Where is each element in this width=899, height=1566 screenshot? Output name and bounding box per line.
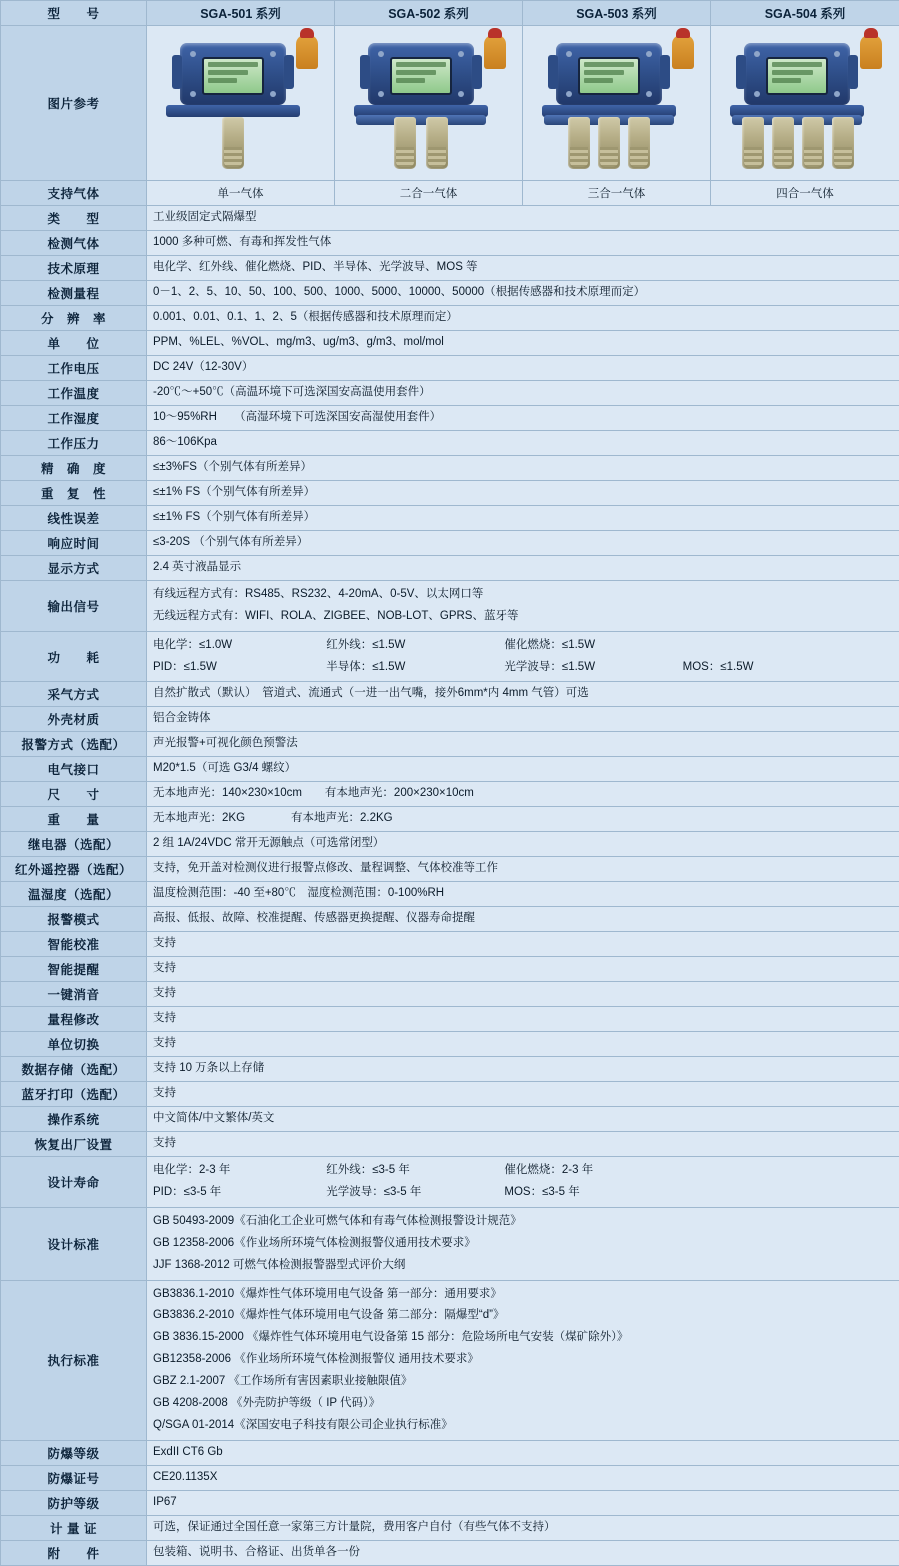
design-standard-line: GB 12358-2006《作业场所环境气体检测报警仪通用技术要求》	[153, 1233, 893, 1255]
life-optical-waveguide: 光学波导：≤3-5 年	[326, 1182, 501, 1204]
alarm-beacon-icon	[296, 35, 318, 69]
alarm-beacon-icon	[484, 35, 506, 69]
table-row-exec-standard	[1, 1280, 899, 1440]
row-label-design-standard: 设计标准	[1, 1208, 147, 1281]
row-value: 支持	[147, 1132, 899, 1157]
row-value: M20*1.5（可选 G3/4 螺纹）	[147, 757, 899, 782]
row-value: ≤3-20S （个别气体有所差异）	[147, 531, 899, 556]
row-label: 防爆等级	[1, 1440, 147, 1465]
row-value: 支持	[147, 1082, 899, 1107]
table-row	[1, 1540, 899, 1565]
model-header-1: SGA-501 系列	[147, 1, 335, 26]
row-label: 线性误差	[1, 506, 147, 531]
table-row	[1, 506, 899, 531]
sensor-probe-icon	[802, 117, 824, 169]
row-value: 支持	[147, 1007, 899, 1032]
table-row	[1, 907, 899, 932]
row-value: 支持	[147, 957, 899, 982]
row-value: 无本地声光：140×230×10cm 有本地声光：200×230×10cm	[147, 782, 899, 807]
product-image-4	[711, 26, 899, 181]
row-label-image-reference: 图片参考	[1, 26, 147, 181]
detector-display-icon	[390, 57, 452, 95]
table-row	[1, 381, 899, 406]
design-life-line-1	[153, 1160, 893, 1182]
life-pid: PID：≤3-5 年	[153, 1182, 323, 1204]
row-label: 电气接口	[1, 757, 147, 782]
row-value: 支持	[147, 932, 899, 957]
table-row	[1, 481, 899, 506]
row-label: 类 型	[1, 206, 147, 231]
product-image-2	[335, 26, 523, 181]
row-label: 智能提醒	[1, 957, 147, 982]
row-label: 温湿度（选配）	[1, 882, 147, 907]
row-value: 温度检测范围：-40 至+80℃ 湿度检测范围：0-100%RH	[147, 882, 899, 907]
life-infrared: 红外线：≤3-5 年	[326, 1160, 501, 1182]
table-row	[1, 1007, 899, 1032]
row-value: 0－1、2、5、10、50、100、500、1000、5000、10000、50000（根据传感器和技术原理而定）	[147, 281, 899, 306]
model-header-4: SGA-504 系列	[711, 1, 899, 26]
table-row	[1, 782, 899, 807]
row-value: 中文简体/中文繁体/英文	[147, 1107, 899, 1132]
table-row	[1, 807, 899, 832]
sensor-probe-icon	[742, 117, 764, 169]
row-label: 工作电压	[1, 356, 147, 381]
row-value: 86～106Kpa	[147, 431, 899, 456]
model-header-2: SGA-502 系列	[335, 1, 523, 26]
row-value: IP67	[147, 1490, 899, 1515]
exec-standard-line: GB3836.2-2010《爆炸性气体环境用电气设备 第二部分：隔爆型“d”》	[153, 1305, 893, 1327]
row-value: DC 24V（12-30V）	[147, 356, 899, 381]
row-value: 2.4 英寸液晶显示	[147, 556, 899, 581]
sensor-probe-icon	[598, 117, 620, 169]
row-label-design-life: 设计寿命	[1, 1157, 147, 1208]
table-row	[1, 857, 899, 882]
model-header-3: SGA-503 系列	[523, 1, 711, 26]
row-value: 高报、低报、故障、校准提醒、传感器更换提醒、仪器寿命提醒	[147, 907, 899, 932]
table-row	[1, 1032, 899, 1057]
sensor-probe-icon	[628, 117, 650, 169]
row-value-design-standard	[147, 1208, 899, 1281]
exec-standard-line: GB12358-2006 《作业场所环境气体检测报警仪 通用技术要求》	[153, 1349, 893, 1371]
table-row	[1, 331, 899, 356]
table-row	[1, 556, 899, 581]
row-value: ≤±3%FS（个别气体有所差异）	[147, 456, 899, 481]
row-label: 单 位	[1, 331, 147, 356]
sensor-probe-icon	[772, 117, 794, 169]
table-row	[1, 832, 899, 857]
exec-standard-line: GBZ 2.1-2007 《工作场所有害因素职业接触限值》	[153, 1371, 893, 1393]
table-row	[1, 757, 899, 782]
table-row-design-life	[1, 1157, 899, 1208]
exec-standard-line: GB3836.1-2010《爆炸性气体环境用电气设备 第一部分：通用要求》	[153, 1284, 893, 1306]
row-value: 电化学、红外线、催化燃烧、PID、半导体、光学波导、MOS 等	[147, 256, 899, 281]
table-row	[1, 932, 899, 957]
row-label: 显示方式	[1, 556, 147, 581]
table-row	[1, 732, 899, 757]
row-label-model: 型 号	[1, 1, 147, 26]
row-value: 1000 多种可燃、有毒和挥发性气体	[147, 231, 899, 256]
row-label: 操作系统	[1, 1107, 147, 1132]
row-value: 工业级固定式隔爆型	[147, 206, 899, 231]
table-row	[1, 1057, 899, 1082]
gas-support-1: 单一气体	[147, 181, 335, 206]
gas-support-4: 四合一气体	[711, 181, 899, 206]
design-life-line-2	[153, 1182, 893, 1204]
row-label-gas-support: 支持气体	[1, 181, 147, 206]
row-value: ExdII CT6 Gb	[147, 1440, 899, 1465]
row-label: 检测气体	[1, 231, 147, 256]
row-label: 计 量 证	[1, 1515, 147, 1540]
output-signal-wired: 有线远程方式有：RS485、RS232、4-20mA、0-5V、以太网口等	[153, 584, 893, 606]
row-value: 自然扩散式（默认） 管道式、流通式（一进一出气嘴，接外6mm*内 4mm 气管）可选	[147, 682, 899, 707]
row-label-exec-standard: 执行标准	[1, 1280, 147, 1440]
row-value: ≤±1% FS（个别气体有所差异）	[147, 506, 899, 531]
row-value: 支持	[147, 1032, 899, 1057]
row-label-power-consumption: 功 耗	[1, 631, 147, 682]
gas-support-3: 三合一气体	[523, 181, 711, 206]
row-value: 支持，免开盖对检测仪进行报警点修改、量程调整、气体校准等工作	[147, 857, 899, 882]
row-label: 工作压力	[1, 431, 147, 456]
table-row-gas-support	[1, 181, 899, 206]
row-label: 技术原理	[1, 256, 147, 281]
detector-housing-icon	[368, 43, 474, 105]
table-row	[1, 256, 899, 281]
row-value-design-life	[147, 1157, 899, 1208]
sensor-probe-icon	[394, 117, 416, 169]
sensor-probe-icon	[426, 117, 448, 169]
power-catalytic: 催化燃烧：≤1.5W	[504, 635, 595, 657]
table-row	[1, 1082, 899, 1107]
row-label: 防爆证号	[1, 1465, 147, 1490]
design-standard-line: GB 50493-2009《石油化工企业可燃气体和有毒气体检测报警设计规范》	[153, 1211, 893, 1233]
row-value-exec-standard	[147, 1280, 899, 1440]
table-row	[1, 682, 899, 707]
row-value: -20℃～+50℃（高温环境下可选深国安高温使用套件）	[147, 381, 899, 406]
row-label: 数据存储（选配）	[1, 1057, 147, 1082]
power-infrared: 红外线：≤1.5W	[326, 635, 501, 657]
row-value: 可选，保证通过全国任意一家第三方计量院，费用客户自付（有些气体不支持）	[147, 1515, 899, 1540]
row-label: 智能校准	[1, 932, 147, 957]
row-label: 报警模式	[1, 907, 147, 932]
design-standard-line: JJF 1368-2012 可燃气体检测报警器型式评价大纲	[153, 1255, 893, 1277]
row-label: 工作湿度	[1, 406, 147, 431]
life-catalytic: 催化燃烧：2-3 年	[504, 1160, 593, 1182]
row-value: 包装箱、说明书、合格证、出货单各一份	[147, 1540, 899, 1565]
exec-standard-line: Q/SGA 01-2014《深国安电子科技有限公司企业执行标准》	[153, 1415, 893, 1437]
row-label: 一键消音	[1, 982, 147, 1007]
row-label: 精 确 度	[1, 456, 147, 481]
detector-housing-icon	[744, 43, 850, 105]
row-label-output-signal: 输出信号	[1, 581, 147, 632]
table-row-model-header	[1, 1, 899, 26]
row-label: 附 件	[1, 1540, 147, 1565]
row-label: 采气方式	[1, 682, 147, 707]
row-value: 支持	[147, 982, 899, 1007]
row-label: 响应时间	[1, 531, 147, 556]
table-row	[1, 1465, 899, 1490]
power-line-2	[153, 657, 893, 679]
row-label: 重 量	[1, 807, 147, 832]
table-row-product-images	[1, 26, 899, 181]
sensor-probe-icon	[568, 117, 590, 169]
row-value: 2 组 1A/24VDC 常开无源触点（可选常闭型）	[147, 832, 899, 857]
row-label: 报警方式（选配）	[1, 732, 147, 757]
table-row	[1, 882, 899, 907]
row-label: 单位切换	[1, 1032, 147, 1057]
row-label: 红外遥控器（选配）	[1, 857, 147, 882]
table-row	[1, 531, 899, 556]
table-row	[1, 982, 899, 1007]
output-signal-wireless: 无线远程方式有：WIFI、ROLA、ZIGBEE、NOB-LOT、GPRS、蓝牙等	[153, 606, 893, 628]
table-row	[1, 281, 899, 306]
table-row-power-consumption	[1, 631, 899, 682]
alarm-beacon-icon	[672, 35, 694, 69]
row-value: ≤±1% FS（个别气体有所差异）	[147, 481, 899, 506]
power-semiconductor: 半导体：≤1.5W	[326, 657, 501, 679]
life-electrochemical: 电化学：2-3 年	[153, 1160, 323, 1182]
detector-housing-icon	[180, 43, 286, 105]
power-line-1	[153, 635, 893, 657]
row-label: 继电器（选配）	[1, 832, 147, 857]
table-row-output-signal	[1, 581, 899, 632]
row-value: 声光报警+可视化颜色预警法	[147, 732, 899, 757]
table-row	[1, 1515, 899, 1540]
power-pid: PID：≤1.5W	[153, 657, 323, 679]
row-value: CE20.1135X	[147, 1465, 899, 1490]
row-label: 尺 寸	[1, 782, 147, 807]
table-row	[1, 1490, 899, 1515]
row-value: 无本地声光：2KG 有本地声光：2.2KG	[147, 807, 899, 832]
power-electrochemical: 电化学：≤1.0W	[153, 635, 323, 657]
row-label: 分 辨 率	[1, 306, 147, 331]
table-row	[1, 431, 899, 456]
row-label: 恢复出厂设置	[1, 1132, 147, 1157]
power-mos: MOS：≤1.5W	[683, 657, 754, 679]
row-label: 检测量程	[1, 281, 147, 306]
row-value: 0.001、0.01、0.1、1、2、5（根据传感器和技术原理而定）	[147, 306, 899, 331]
sensor-probe-icon	[832, 117, 854, 169]
alarm-beacon-icon	[860, 35, 882, 69]
detector-display-icon	[578, 57, 640, 95]
table-row	[1, 306, 899, 331]
sensor-probe-icon	[222, 117, 244, 169]
product-image-3	[523, 26, 711, 181]
row-value-power-consumption	[147, 631, 899, 682]
row-value-output-signal	[147, 581, 899, 632]
detector-housing-icon	[556, 43, 662, 105]
table-row	[1, 707, 899, 732]
table-row	[1, 406, 899, 431]
detector-display-icon	[766, 57, 828, 95]
row-value: 铝合金铸体	[147, 707, 899, 732]
row-label: 蓝牙打印（选配）	[1, 1082, 147, 1107]
detector-display-icon	[202, 57, 264, 95]
row-value: PPM、%LEL、%VOL、mg/m3、ug/m3、g/m3、mol/mol	[147, 331, 899, 356]
row-label: 量程修改	[1, 1007, 147, 1032]
table-row	[1, 1132, 899, 1157]
product-image-1	[147, 26, 335, 181]
table-row	[1, 1107, 899, 1132]
life-mos: MOS：≤3-5 年	[504, 1182, 579, 1204]
table-row	[1, 456, 899, 481]
row-value: 支持 10 万条以上存储	[147, 1057, 899, 1082]
row-label: 重 复 性	[1, 481, 147, 506]
table-row	[1, 1440, 899, 1465]
table-row	[1, 206, 899, 231]
table-row	[1, 957, 899, 982]
power-optical-waveguide: 光学波导：≤1.5W	[504, 657, 679, 679]
exec-standard-line: GB 3836.15-2000 《爆炸性气体环境用电气设备第 15 部分：危险场所电气安装（煤矿除外）》	[153, 1327, 893, 1349]
row-label: 防护等级	[1, 1490, 147, 1515]
row-label: 工作温度	[1, 381, 147, 406]
table-row	[1, 356, 899, 381]
exec-standard-line: GB 4208-2008 《外壳防护等级（ IP 代码）》	[153, 1393, 893, 1415]
row-value: 10～95%RH （高湿环境下可选深国安高湿使用套件）	[147, 406, 899, 431]
row-label: 外壳材质	[1, 707, 147, 732]
table-row-design-standard	[1, 1208, 899, 1281]
gas-support-2: 二合一气体	[335, 181, 523, 206]
table-row	[1, 231, 899, 256]
